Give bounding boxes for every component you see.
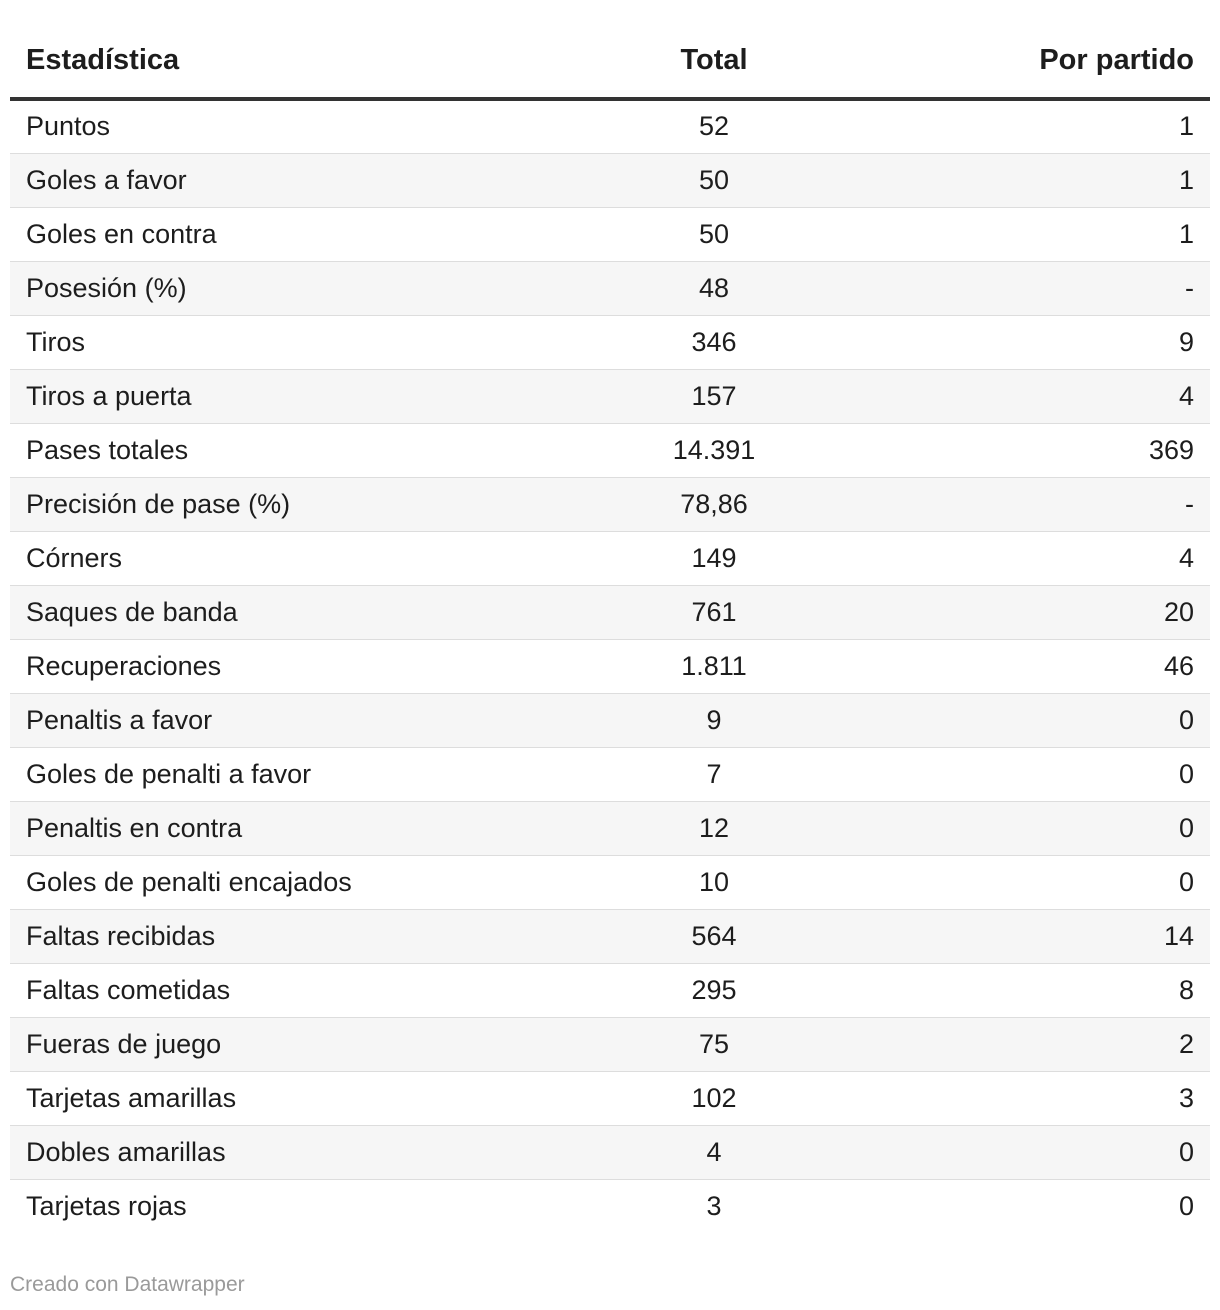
stat-name-cell: Pases totales	[10, 423, 550, 477]
per-match-cell: 0	[878, 855, 1210, 909]
stat-name-cell: Tiros a puerta	[10, 369, 550, 423]
total-cell: 761	[550, 585, 878, 639]
stat-name-cell: Penaltis en contra	[10, 801, 550, 855]
per-match-cell: 1	[878, 99, 1210, 153]
per-match-cell: 1	[878, 207, 1210, 261]
table-row	[10, 1179, 1210, 1233]
table-row	[10, 153, 1210, 207]
total-cell: 102	[550, 1071, 878, 1125]
table-row	[10, 909, 1210, 963]
table-row	[10, 1017, 1210, 1071]
total-cell: 75	[550, 1017, 878, 1071]
per-match-cell: 9	[878, 315, 1210, 369]
table-row	[10, 1125, 1210, 1179]
column-header-total[interactable]: Total	[550, 0, 878, 99]
total-cell: 48	[550, 261, 878, 315]
stat-name-cell: Goles de penalti encajados	[10, 855, 550, 909]
per-match-cell: 0	[878, 693, 1210, 747]
table-row	[10, 369, 1210, 423]
total-cell: 9	[550, 693, 878, 747]
per-match-cell: 1	[878, 153, 1210, 207]
total-cell: 50	[550, 153, 878, 207]
table-row	[10, 855, 1210, 909]
column-header-por-partido[interactable]: Por partido	[878, 0, 1210, 99]
stat-name-cell: Dobles amarillas	[10, 1125, 550, 1179]
per-match-cell: 2	[878, 1017, 1210, 1071]
table-row	[10, 477, 1210, 531]
per-match-cell: 369	[878, 423, 1210, 477]
stat-name-cell: Fueras de juego	[10, 1017, 550, 1071]
per-match-cell: -	[878, 261, 1210, 315]
table-row	[10, 747, 1210, 801]
total-cell: 295	[550, 963, 878, 1017]
per-match-cell: 3	[878, 1071, 1210, 1125]
stat-name-cell: Tarjetas rojas	[26, 1190, 187, 1221]
per-match-cell: 4	[878, 531, 1210, 585]
column-header-estadistica[interactable]: Estadística	[10, 0, 550, 99]
table-row	[10, 423, 1210, 477]
table-row	[10, 693, 1210, 747]
per-match-cell: 0	[878, 747, 1210, 801]
total-cell: 3	[706, 1190, 722, 1221]
total-cell: 50	[550, 207, 878, 261]
total-cell: 346	[550, 315, 878, 369]
footer-credit: Creado con Datawrapper	[10, 1273, 245, 1296]
total-cell: 78,86	[550, 477, 878, 531]
table-row	[10, 1071, 1210, 1125]
table-row	[10, 963, 1210, 1017]
stat-name-cell: Penaltis a favor	[10, 693, 550, 747]
per-match-cell: 0	[1178, 1190, 1194, 1221]
per-match-cell: 14	[878, 909, 1210, 963]
total-cell: 1.811	[550, 639, 878, 693]
stat-name-cell: Córners	[10, 531, 550, 585]
per-match-cell: 8	[878, 963, 1210, 1017]
per-match-cell: 20	[878, 585, 1210, 639]
total-cell: 14.391	[550, 423, 878, 477]
total-cell: 564	[550, 909, 878, 963]
stats-table-container	[10, 0, 1210, 1233]
table-header	[10, 0, 1210, 99]
table-row	[10, 261, 1210, 315]
total-cell: 52	[550, 99, 878, 153]
stat-name-cell: Tiros	[10, 315, 550, 369]
total-cell: 157	[550, 369, 878, 423]
stat-name-cell: Tarjetas amarillas	[10, 1071, 550, 1125]
per-match-cell: 0	[878, 1125, 1210, 1179]
header-row	[10, 0, 1210, 99]
stat-name-cell: Faltas cometidas	[10, 963, 550, 1017]
table-row	[10, 531, 1210, 585]
stat-name-cell: Puntos	[10, 99, 550, 153]
stat-name-cell: Saques de banda	[10, 585, 550, 639]
per-match-cell: 0	[878, 801, 1210, 855]
per-match-cell: 46	[878, 639, 1210, 693]
table-row	[10, 801, 1210, 855]
stat-name-cell: Posesión (%)	[10, 261, 550, 315]
total-cell: 12	[550, 801, 878, 855]
stat-name-cell: Goles de penalti a favor	[10, 747, 550, 801]
stat-name-cell: Recuperaciones	[10, 639, 550, 693]
table-row	[10, 99, 1210, 153]
table-row	[10, 585, 1210, 639]
stat-name-cell: Faltas recibidas	[10, 909, 550, 963]
per-match-cell: -	[878, 477, 1210, 531]
table-row	[10, 207, 1210, 261]
per-match-cell: 4	[878, 369, 1210, 423]
table-row	[10, 315, 1210, 369]
total-cell: 149	[550, 531, 878, 585]
stats-table	[10, 0, 1210, 1233]
table-row	[10, 639, 1210, 693]
table-body	[10, 99, 1210, 1233]
stat-name-cell: Precisión de pase (%)	[10, 477, 550, 531]
total-cell: 7	[550, 747, 878, 801]
total-cell: 4	[550, 1125, 878, 1179]
stat-name-cell: Goles a favor	[10, 153, 550, 207]
stat-name-cell: Goles en contra	[10, 207, 550, 261]
total-cell: 10	[550, 855, 878, 909]
